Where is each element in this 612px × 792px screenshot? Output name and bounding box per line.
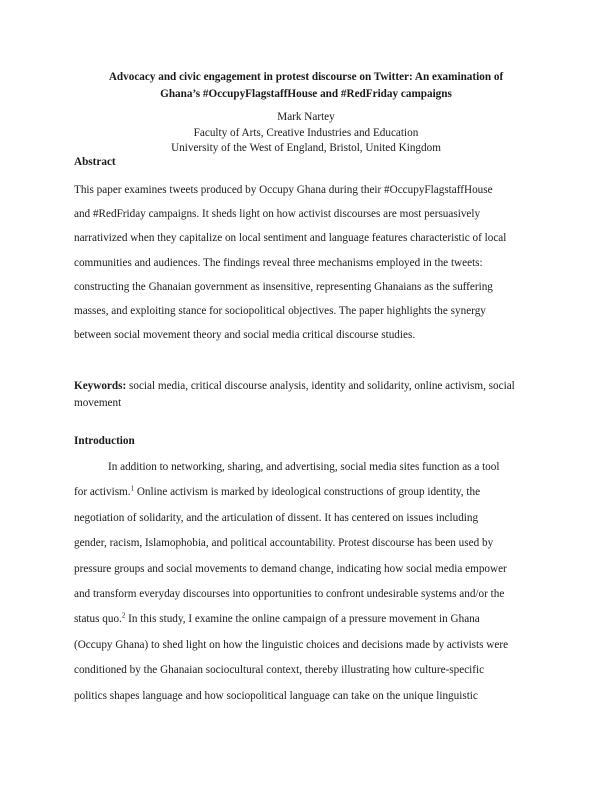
intro-line: pressure groups and social movements to demand change, indicating how social media empower (74, 562, 507, 575)
introduction-heading: Introduction (74, 435, 135, 447)
abstract-line: narrativized when they capitalize on local sentiment and language features characteristic of local (74, 232, 507, 245)
author-block (60, 110, 552, 157)
abstract-line: This paper examines tweets produced by Occupy Ghana during their #OccupyFlagstaffHouse (74, 184, 493, 196)
affiliation-line-1: Faculty of Arts, Creative Industries and Education (193, 126, 419, 139)
intro-line-text: In this study, I examine the online campaign of a pressure movement in Ghana (125, 613, 480, 626)
intro-line: negotiation of solidarity, and the articulation of dissent. It has centered on issues including (74, 511, 479, 524)
paper-title (60, 69, 552, 103)
keywords-label: Keywords: (74, 380, 127, 392)
intro-line: (Occupy Ghana) to shed light on how the linguistic choices and decisions made by activists were (74, 638, 509, 651)
abstract-heading: Abstract (74, 156, 116, 168)
abstract-line: and #RedFriday campaigns. It sheds light on how activist discourses are most persuasively (74, 208, 481, 221)
footnote-ref-2[interactable]: 2 (121, 611, 126, 620)
intro-line: In addition to networking, sharing, and advertising, social media sites function as a tool (108, 461, 500, 473)
footnote-ref-1[interactable]: 1 (130, 484, 135, 493)
intro-line: conditioned by the Ghanaian sociocultural context, thereby illustrating how culture-specific (74, 664, 485, 677)
intro-line-text: Online activism is marked by ideological constructions of group identity, the (134, 486, 481, 499)
introduction-text (74, 455, 540, 709)
intro-line (74, 480, 540, 505)
abstract-line: constructing the Ghanaian government as insensitive, representing Ghanaians as the suffering (74, 280, 493, 293)
abstract-text (74, 178, 540, 347)
abstract-line: communities and audiences. The findings reveal three mechanisms employed in the tweets: (74, 256, 483, 269)
keywords (74, 378, 540, 412)
intro-line: and transform everyday discourses into opportunities to confront undesirable systems and/or the (74, 588, 505, 601)
intro-line-text: status quo. (74, 613, 122, 626)
intro-line: gender, racism, Islamophobia, and political accountability. Protest discourse has been used by (74, 537, 494, 550)
affiliation-line-2: University of the West of England, Bristol, United Kingdom (171, 142, 441, 155)
title-line-1: Advocacy and civic engagement in protest discourse on Twitter: An examination of (108, 71, 504, 83)
abstract-line: between social movement theory and social media critical discourse studies. (74, 329, 416, 342)
keywords-text: social media, critical discourse analysis, identity and solidarity, online activism, social movement (74, 380, 515, 409)
intro-line-text: for activism. (74, 486, 131, 499)
author-name: Mark Nartey (277, 111, 335, 123)
abstract-line: masses, and exploiting stance for sociopolitical objectives. The paper highlights the synergy (74, 305, 486, 318)
intro-line: politics shapes language and how sociopolitical language can take on the unique linguistic (74, 689, 478, 702)
title-line-2: Ghana’s #OccupyFlagstaffHouse and #RedFriday campaigns (160, 88, 452, 100)
intro-line (74, 607, 540, 632)
